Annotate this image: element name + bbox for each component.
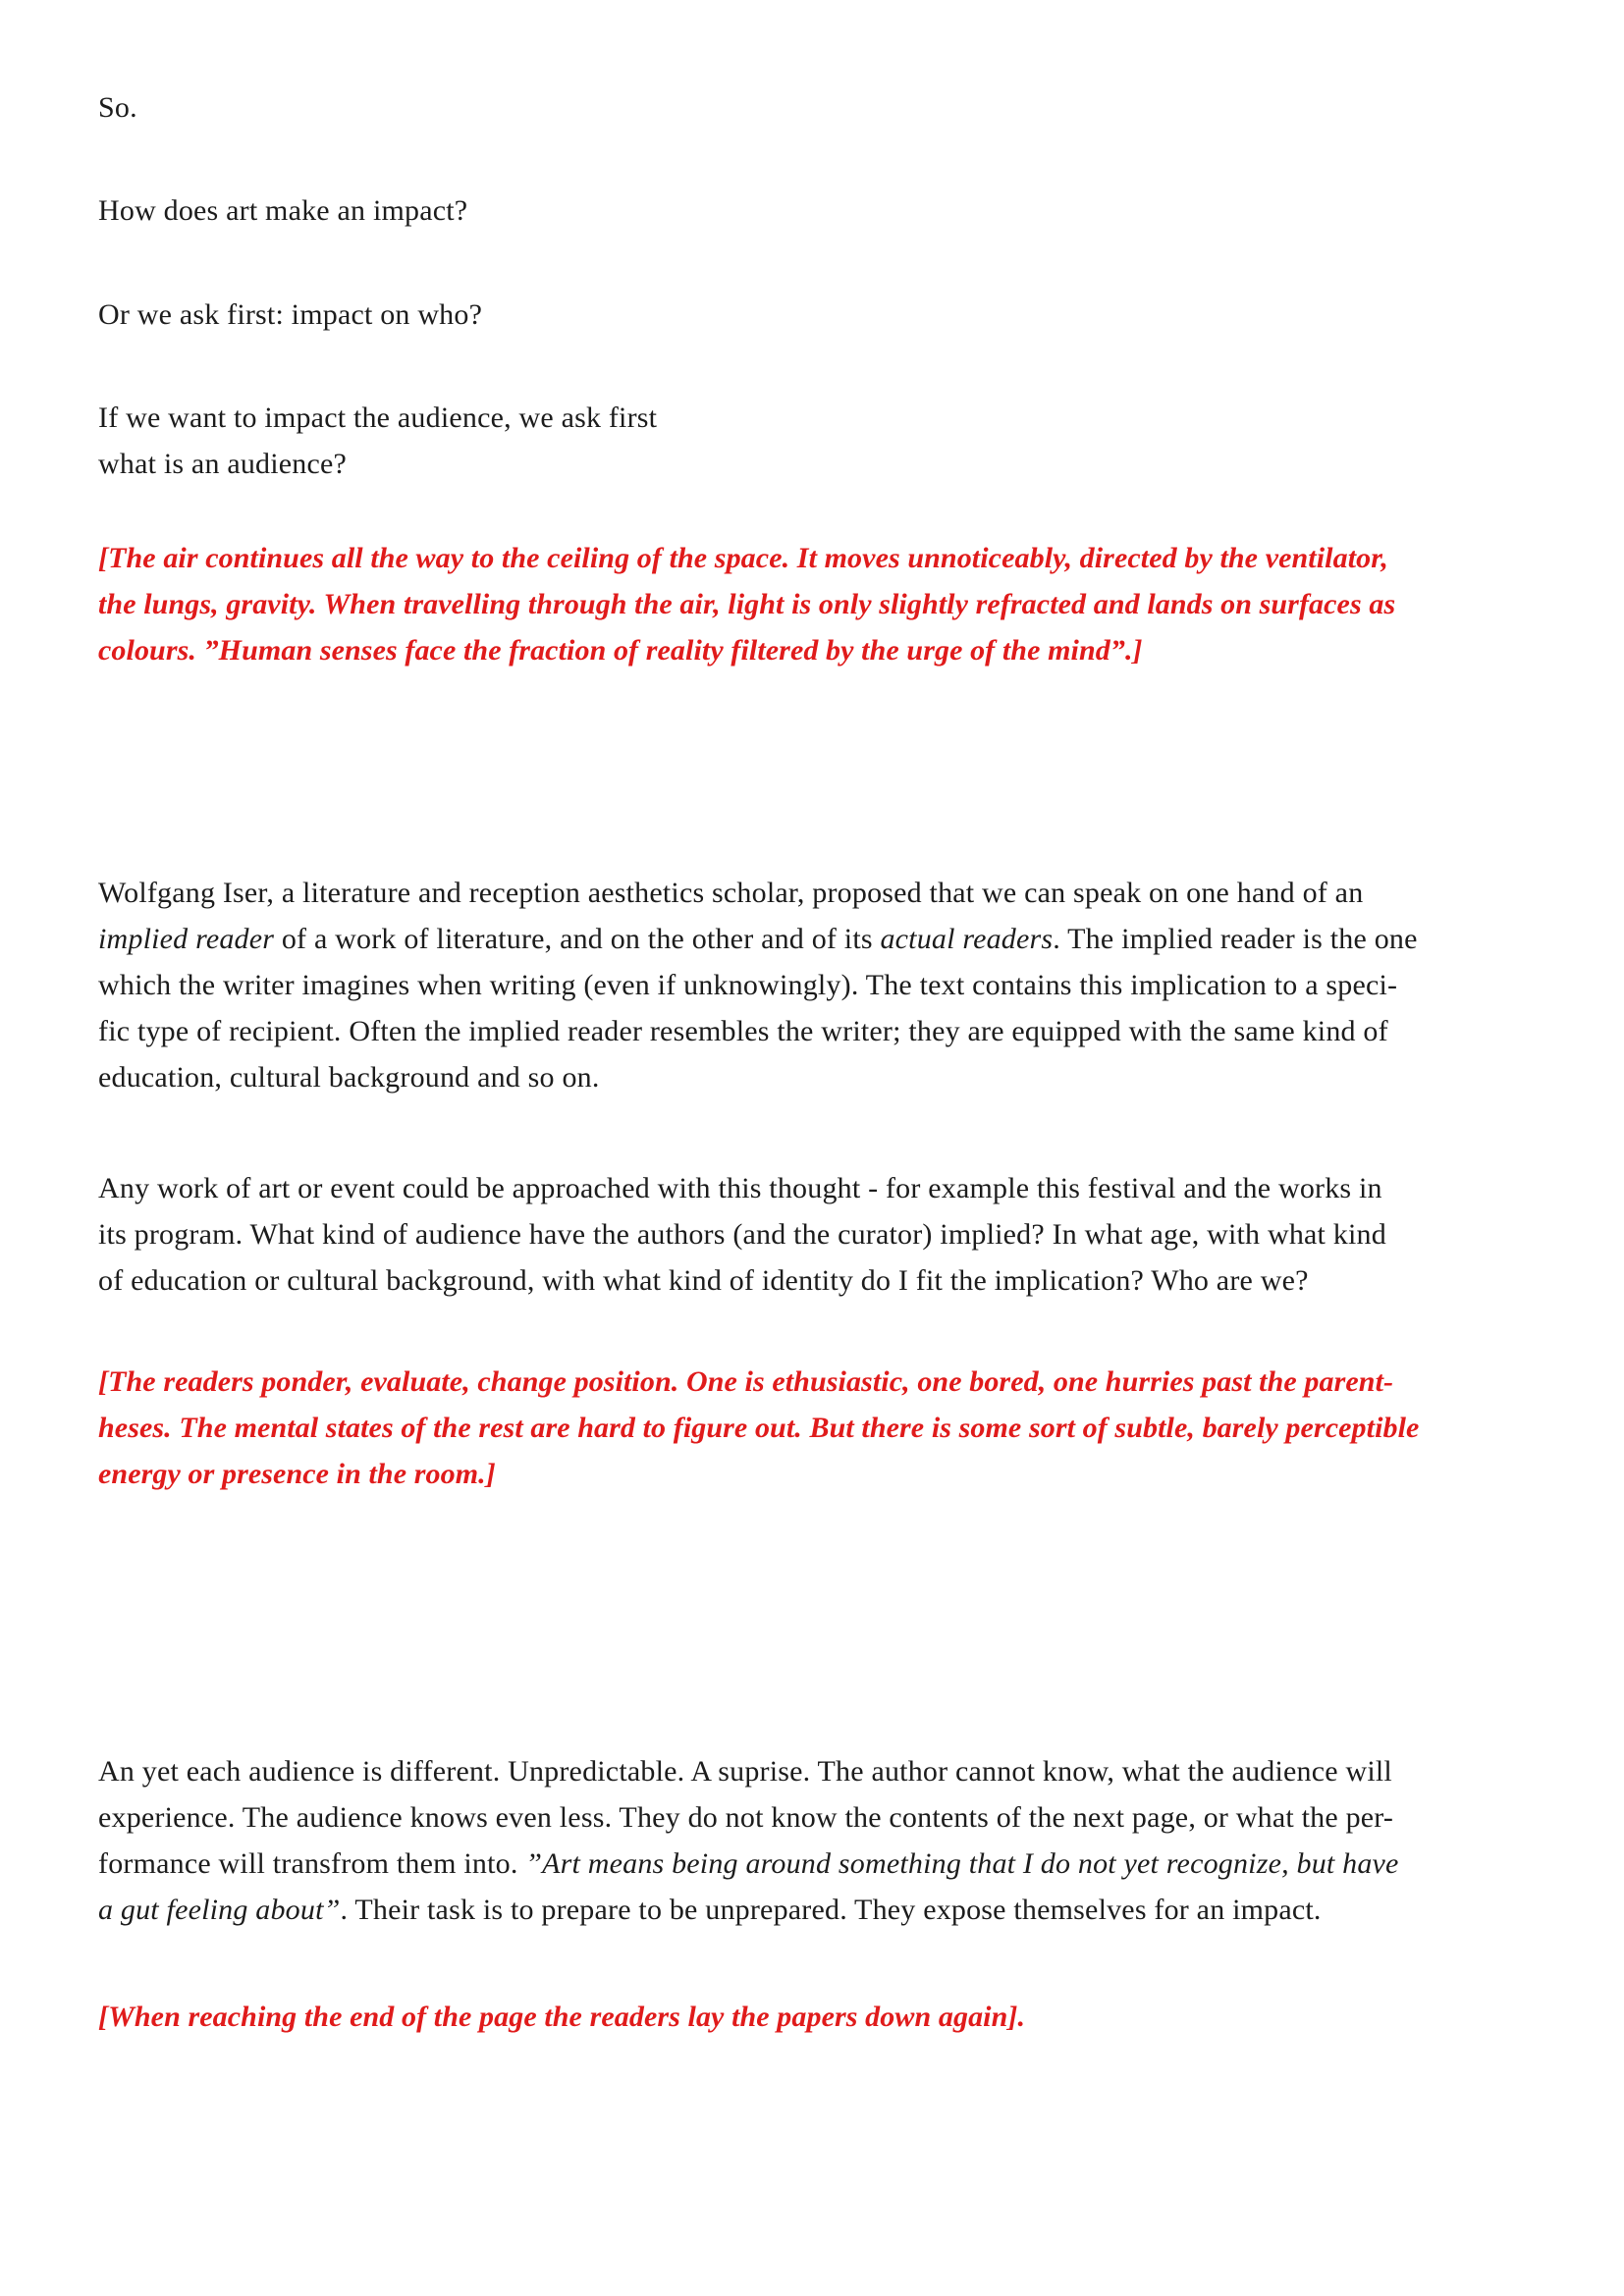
text-run: If we want to impact the audience, we ask first: [98, 401, 658, 434]
text-run: Or we ask first: impact on who?: [98, 298, 483, 331]
question-impact-on-who: [98, 292, 1526, 338]
text-run: actual readers: [880, 923, 1054, 955]
text-run: How does art make an impact?: [98, 194, 468, 227]
stage-direction-air: [98, 535, 1526, 673]
text-run: So.: [98, 91, 137, 124]
text-run: . The implied reader is the one: [1053, 923, 1418, 955]
paragraph-each-audience-different: [98, 1748, 1526, 1933]
text-run: of education or cultural background, with what kind of identity do I fit the implication? Who are we?: [98, 1264, 1309, 1297]
intro-so: [98, 84, 1526, 131]
text-run: fic type of recipient. Often the implied reader resembles the writer; they are equipped with the same kind of: [98, 1015, 1388, 1047]
text-run: formance will transfrom them into.: [98, 1847, 526, 1880]
text-run: education, cultural background and so on.: [98, 1061, 600, 1094]
text-run: its program. What kind of audience have the authors (and the curator) implied? In what age, with what kind: [98, 1218, 1386, 1251]
text-run: colours. ”Human senses face the fraction of reality filtered by the urge of the mind”.]: [98, 634, 1143, 667]
text-run: ”Art means being around something that I do not yet recognize, but have: [525, 1847, 1399, 1880]
text-run: . Their task is to prepare to be unprepared. They expose themselves for an impact.: [340, 1894, 1322, 1926]
paragraph-wolfgang-iser: [98, 870, 1526, 1100]
text-run: which the writer imagines when writing (even if unknowingly). The text contains this implication to a speci-: [98, 969, 1398, 1001]
text-run: of a work of literature, and on the other and of its: [274, 923, 881, 955]
text-run: Any work of art or event could be approached with this thought - for example this festival and the works in: [98, 1172, 1382, 1204]
text-run: [When reaching the end of the page the readers lay the papers down again].: [98, 2001, 1026, 2033]
question-what-is-audience: [98, 395, 1526, 487]
text-run: energy or presence in the room.]: [98, 1458, 496, 1490]
text-run: what is an audience?: [98, 448, 348, 480]
text-run: implied reader: [98, 923, 275, 955]
question-impact: [98, 187, 1526, 234]
stage-direction-readers-ponder: [98, 1359, 1526, 1497]
paragraph-any-work-of-art: [98, 1165, 1526, 1304]
text-run: experience. The audience knows even less. They do not know the contents of the next page, or what the per-: [98, 1801, 1394, 1834]
text-run: the lungs, gravity. When travelling through the air, light is only slightly refracted and lands on surfaces as: [98, 588, 1396, 620]
text-run: [The readers ponder, evaluate, change position. One is ethusiastic, one bored, one hurries past the parent-: [98, 1365, 1394, 1398]
text-run: a gut feeling about”: [98, 1894, 341, 1926]
text-run: heses. The mental states of the rest are hard to figure out. But there is some sort of subtle, barely perceptible: [98, 1412, 1420, 1444]
stage-direction-end-of-page: [98, 1994, 1526, 2040]
text-run: An yet each audience is different. Unpredictable. A suprise. The author cannot know, what the audience will: [98, 1755, 1392, 1788]
text-run: Wolfgang Iser, a literature and reception aesthetics scholar, proposed that we can speak on one hand of an: [98, 877, 1364, 909]
text-run: [The air continues all the way to the ceiling of the space. It moves unnoticeably, directed by the ventilator,: [98, 542, 1388, 574]
